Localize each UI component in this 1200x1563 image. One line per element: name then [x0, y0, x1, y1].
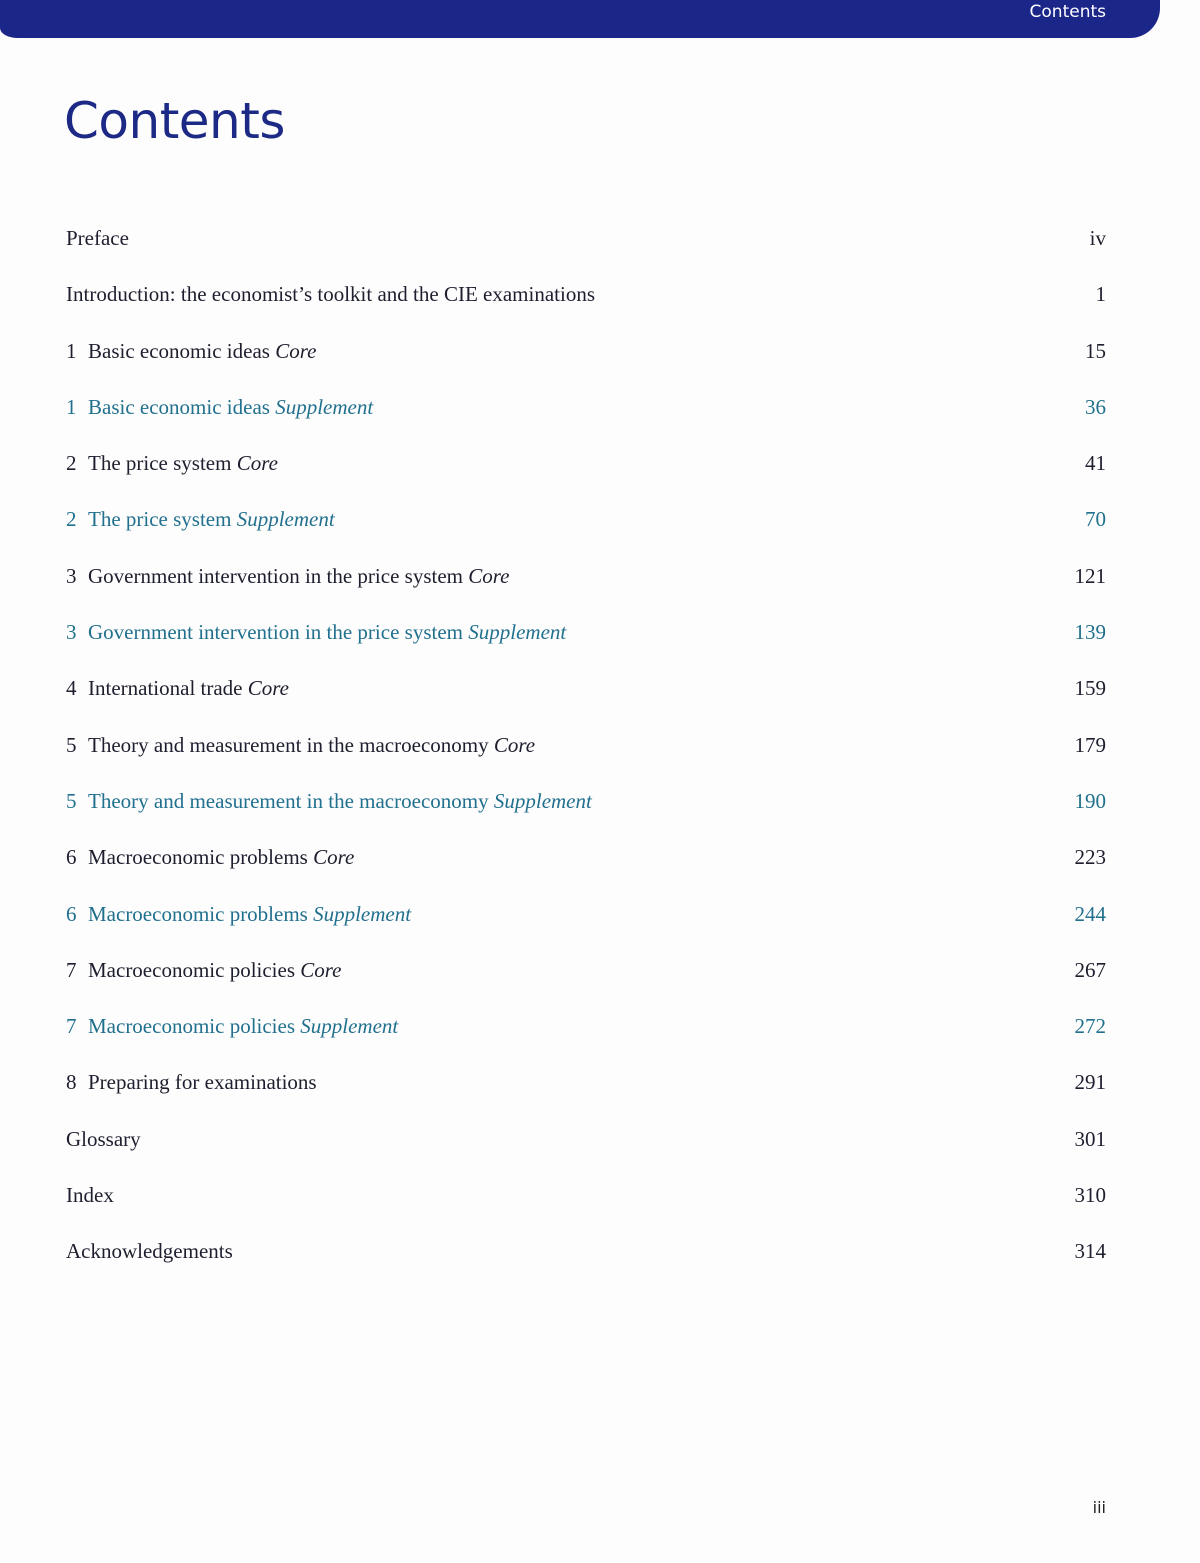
toc-entry[interactable] [66, 1123, 1106, 1179]
entry-title: Government intervention in the price system [88, 563, 463, 588]
header-bar [0, 0, 1160, 38]
toc-entry[interactable] [66, 1010, 1106, 1066]
entry-title: International trade [88, 676, 243, 701]
chapter-number: 8 [66, 1070, 77, 1095]
entry-title: Theory and measurement in the macroeconomy [88, 788, 489, 813]
entry-section-type: Supplement [493, 788, 592, 813]
entry-section-type: Core [236, 451, 278, 476]
entry-label [66, 1066, 317, 1122]
entry-title: Macroeconomic problems [88, 845, 308, 870]
toc-entry[interactable] [66, 729, 1106, 785]
entry-page-number: 267 [1074, 957, 1106, 982]
entry-title: Theory and measurement in the macroeconomy [88, 732, 489, 757]
entry-title: Macroeconomic policies [88, 957, 296, 982]
toc-entry[interactable] [66, 503, 1106, 559]
entry-label [66, 898, 411, 954]
entry-title: The price system [88, 507, 232, 532]
entry-section-type: Core [300, 957, 342, 982]
entry-title: Glossary [66, 1126, 141, 1151]
entry-section-type: Supplement [313, 901, 412, 926]
toc-entry[interactable] [66, 954, 1106, 1010]
chapter-number: 5 [66, 788, 77, 813]
entry-section-type: Supplement [468, 620, 567, 645]
chapter-number: 3 [66, 620, 77, 645]
entry-label [66, 1235, 233, 1291]
toc-entry[interactable] [66, 278, 1106, 334]
entry-page-number: 301 [1074, 1126, 1106, 1151]
toc-entry[interactable] [66, 1066, 1106, 1122]
chapter-number: 1 [66, 338, 77, 363]
entry-page-number: 223 [1074, 845, 1106, 870]
entry-label [66, 447, 278, 503]
chapter-number: 3 [66, 563, 77, 588]
toc-entry[interactable] [66, 335, 1106, 391]
entry-page-number: 179 [1074, 732, 1106, 757]
entry-section-type: Core [468, 563, 510, 588]
toc-entry[interactable] [66, 841, 1106, 897]
toc-entry[interactable] [66, 898, 1106, 954]
entry-page-number: 15 [1085, 338, 1106, 363]
entry-label [66, 672, 289, 728]
chapter-number: 6 [66, 845, 77, 870]
entry-section-type: Core [247, 676, 289, 701]
entry-section-type: Core [275, 338, 317, 363]
entry-page-number: 70 [1085, 507, 1106, 532]
entry-page-number: 190 [1074, 788, 1106, 813]
toc-entry[interactable] [66, 616, 1106, 672]
entry-page-number: 121 [1074, 563, 1106, 588]
entry-page-number: 159 [1074, 676, 1106, 701]
toc-entry[interactable] [66, 222, 1106, 278]
entry-section-type: Core [493, 732, 536, 757]
entry-section-type: Supplement [236, 507, 335, 532]
page-title: Contents [64, 92, 285, 150]
entry-page-number: iv [1089, 226, 1106, 250]
chapter-number: 5 [66, 732, 77, 757]
entry-title: The price system [88, 451, 232, 476]
toc-entry[interactable] [66, 785, 1106, 841]
entry-label [66, 729, 535, 785]
chapter-number: 2 [66, 507, 77, 532]
entry-title: Preface [66, 226, 129, 250]
entry-section-type: Supplement [275, 394, 374, 419]
entry-label [66, 954, 342, 1010]
chapter-number: 2 [66, 451, 77, 476]
entry-label [66, 335, 316, 391]
entry-label [66, 1123, 141, 1179]
entry-page-number: 41 [1085, 451, 1106, 476]
chapter-number: 7 [66, 957, 77, 982]
entry-label [66, 278, 595, 334]
entry-section-type: Supplement [300, 1014, 399, 1039]
entry-label [66, 841, 354, 897]
chapter-number: 7 [66, 1014, 77, 1039]
entry-title: Acknowledgements [66, 1239, 233, 1264]
entry-label [66, 222, 129, 278]
entry-label [66, 560, 509, 616]
entry-label [66, 1010, 398, 1066]
running-title: Contents [1029, 2, 1106, 22]
entry-page-number: 310 [1074, 1183, 1106, 1208]
entry-label [66, 503, 335, 559]
entry-title: Macroeconomic policies [88, 1014, 296, 1039]
entry-page-number: 139 [1074, 620, 1106, 645]
entry-title: Index [66, 1183, 114, 1208]
entry-page-number: 272 [1074, 1014, 1106, 1039]
entry-page-number: 244 [1074, 901, 1106, 926]
chapter-number: 1 [66, 394, 77, 419]
chapter-number: 6 [66, 901, 77, 926]
page-number: iii [1092, 1498, 1106, 1517]
entry-page-number: 314 [1074, 1239, 1106, 1264]
entry-page-number: 1 [1095, 282, 1106, 307]
entry-label [66, 616, 566, 672]
chapter-number: 4 [66, 676, 77, 701]
entry-section-type: Core [313, 845, 355, 870]
entry-title: Introduction: the economist’s toolkit and the CIE examinations [66, 282, 595, 307]
toc-entry[interactable] [66, 391, 1106, 447]
entry-title: Basic economic ideas [88, 394, 270, 419]
entry-label [66, 391, 373, 447]
entry-title: Government intervention in the price system [88, 620, 463, 645]
toc-entry[interactable] [66, 447, 1106, 503]
entry-label [66, 785, 592, 841]
toc-entry[interactable] [66, 1179, 1106, 1235]
entry-label [66, 1179, 114, 1235]
entry-title: Basic economic ideas [88, 338, 270, 363]
toc-entry[interactable] [66, 560, 1106, 616]
entry-page-number: 291 [1074, 1070, 1106, 1095]
entry-page-number: 36 [1085, 394, 1106, 419]
table-of-contents [66, 222, 1106, 1292]
toc-entry[interactable] [66, 1235, 1106, 1291]
entry-title: Preparing for examinations [88, 1070, 317, 1095]
entry-title: Macroeconomic problems [88, 901, 308, 926]
toc-entry[interactable] [66, 672, 1106, 728]
